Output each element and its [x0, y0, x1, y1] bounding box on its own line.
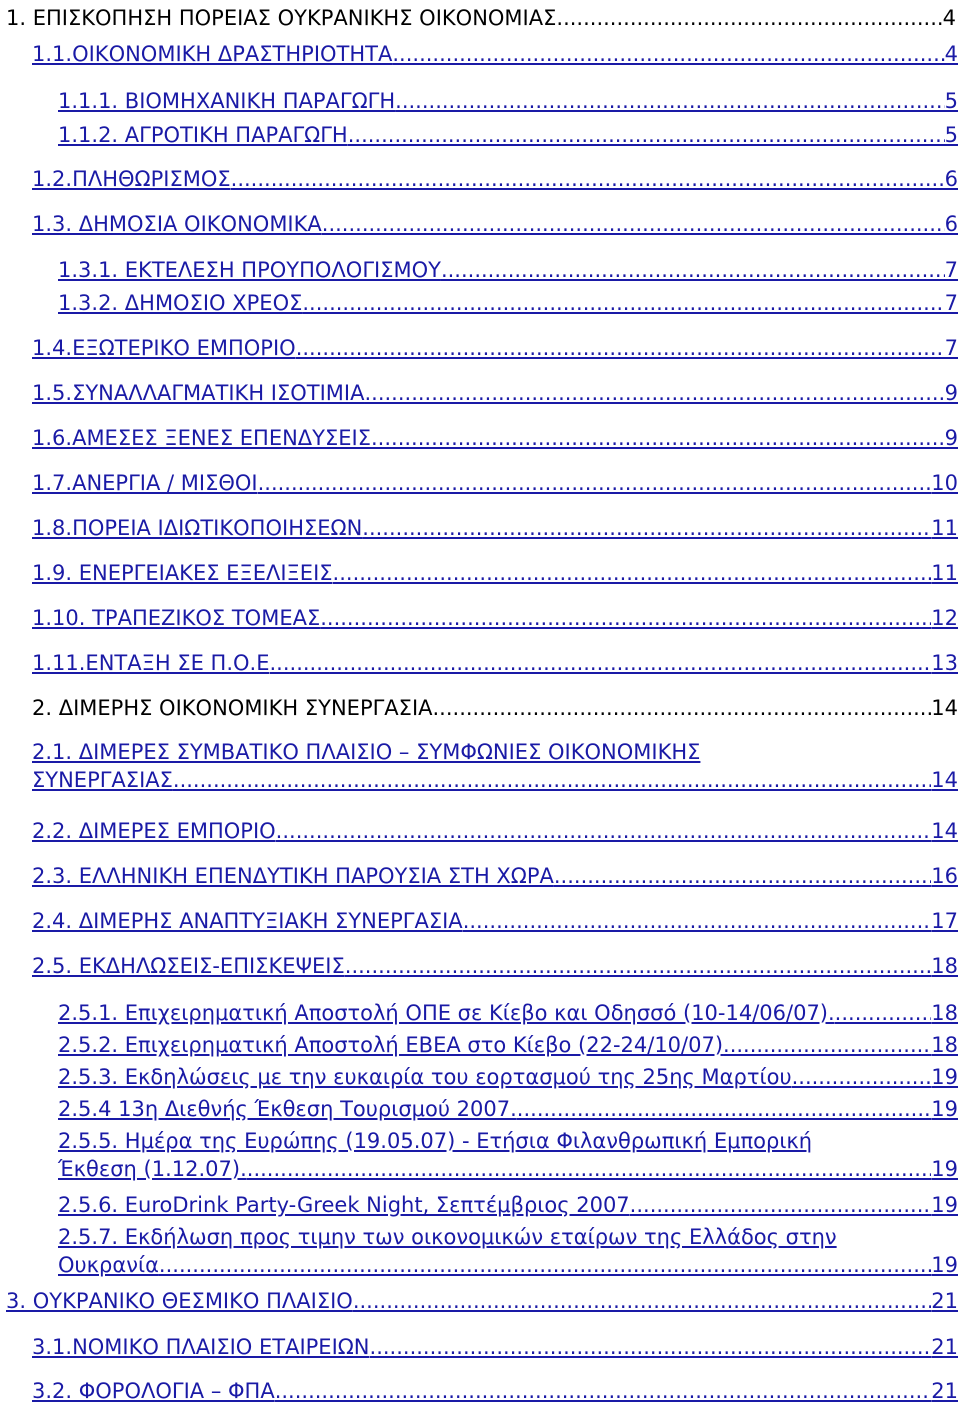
- toc-leader-dots: [835, 999, 932, 1027]
- toc-page-number: 14: [931, 768, 958, 792]
- toc-entry[interactable]: [32, 379, 958, 407]
- toc-entry[interactable]: [32, 424, 958, 452]
- toc-entry-title: 1.5.ΣΥΝΑΛΛΑΓΜΑΤΙΚΗ ΙΣΟΤΙΜΙΑ: [32, 381, 365, 405]
- toc-page-number: 11: [931, 561, 958, 585]
- toc-page-number: 17: [931, 909, 958, 933]
- toc-page-number: 21: [931, 1289, 958, 1313]
- toc-entry[interactable]: [58, 121, 958, 149]
- toc-entry-title: 1.10. ΤΡΑΠΕΖΙΚΟΣ ΤΟΜΕΑΣ: [32, 606, 321, 630]
- toc-page-number: 21: [931, 1335, 958, 1359]
- toc-entry-title: 1.3. ΔΗΜΟΣΙΑ ΟΙΚΟΝΟΜΙΚΑ: [32, 212, 322, 236]
- toc-entry[interactable]: [32, 40, 958, 68]
- toc-leader-dots: [276, 817, 932, 845]
- toc-leader-dots: [433, 694, 932, 722]
- toc-leader-dots: [159, 1251, 931, 1279]
- toc-entry[interactable]: [58, 289, 958, 317]
- toc-entry-title: 2. ΔΙΜΕΡΗΣ ΟΙΚΟΝΟΜΙΚΗ ΣΥΝΕΡΓΑΣΙΑ: [32, 696, 433, 720]
- toc-entry-title: 3. ΟΥΚΡΑΝΙΚΟ ΘΕΣΜΙΚΟ ΠΛΑΙΣΙΟ: [6, 1289, 353, 1313]
- toc-leader-dots: [463, 907, 932, 935]
- toc-page-number: 4: [944, 42, 958, 66]
- toc-entry[interactable]: [6, 4, 956, 32]
- toc-page-number: 18: [931, 1033, 958, 1057]
- toc-page-number: 7: [944, 258, 958, 282]
- toc-page-number: 21: [931, 1379, 958, 1403]
- toc-leader-dots: [270, 649, 932, 677]
- toc-page-number: 7: [944, 336, 958, 360]
- toc-entry-title: 1.3.1. ΕΚΤΕΛΕΣΗ ΠΡΟΥΠΟΛΟΓΙΣΜΟΥ: [58, 258, 441, 282]
- toc-entry[interactable]: [58, 1063, 958, 1091]
- toc-page-number: 5: [944, 123, 958, 147]
- toc-entry-title: 2.5. ΕΚΔΗΛΩΣΕΙΣ-ΕΠΙΣΚΕΨΕΙΣ: [32, 954, 345, 978]
- toc-entry[interactable]: [32, 469, 958, 497]
- toc-entry-multiline[interactable]: [58, 1223, 958, 1279]
- toc-entry-title: 1.2.ΠΛΗΘΩΡΙΣΜΟΣ: [32, 167, 231, 191]
- toc-leader-dots: [258, 469, 932, 497]
- toc-page-number: 18: [931, 954, 958, 978]
- toc-entry-title: 1.3.2. ΔΗΜΟΣΙΟ ΧΡΕΟΣ: [58, 291, 303, 315]
- toc-page-number: 6: [944, 212, 958, 236]
- toc-page-number: 14: [931, 819, 958, 843]
- toc-leader-dots: [302, 289, 944, 317]
- toc-entry[interactable]: [32, 334, 958, 362]
- toc-leader-dots: [275, 1377, 932, 1405]
- toc-page-number: 16: [931, 864, 958, 888]
- toc-leader-dots: [322, 210, 945, 238]
- toc-leader-dots: [792, 1063, 932, 1091]
- toc-entry[interactable]: [32, 952, 958, 980]
- toc-leader-dots: [441, 256, 945, 284]
- toc-leader-dots: [362, 514, 931, 542]
- toc-page-number: 11: [931, 516, 958, 540]
- toc-entry[interactable]: [58, 1031, 958, 1059]
- toc-entry[interactable]: [32, 514, 958, 542]
- toc-leader-dots: [554, 862, 931, 890]
- toc-entry[interactable]: [32, 649, 958, 677]
- toc-entry-title: 1.4.ΕΞΩΤΕΡΙΚΟ ΕΜΠΟΡΙΟ: [32, 336, 296, 360]
- toc-entry-title-continuation: ΣΥΝΕΡΓΑΣΙΑΣ: [32, 768, 173, 792]
- toc-page-number: 12: [931, 606, 958, 630]
- toc-entry-title-continuation: Ουκρανία: [58, 1253, 159, 1277]
- toc-leader-dots: [723, 1031, 931, 1059]
- toc-entry[interactable]: [32, 694, 958, 722]
- toc-leader-dots: [333, 559, 932, 587]
- toc-entry-title: 2.5.7. Εκδήλωση προς τιμην των οικονομικών εταίρων της Ελλάδος στην: [58, 1225, 837, 1249]
- toc-entry[interactable]: [32, 817, 958, 845]
- toc-page-number: 19: [931, 1253, 958, 1277]
- toc-entry-title: 1.6.ΑΜΕΣΕΣ ΞΕΝΕΣ ΕΠΕΝΔΥΣΕΙΣ: [32, 426, 371, 450]
- toc-leader-dots: [345, 952, 932, 980]
- toc-entry[interactable]: [32, 210, 958, 238]
- toc-entry-title: 2.5.2. Επιχειρηματική Αποστολή ΕΒΕΑ στο Κίεβο (22-24/10/07): [58, 1033, 724, 1057]
- toc-leader-dots: [517, 1095, 931, 1123]
- toc-page-number: 9: [944, 381, 958, 405]
- toc-leader-dots: [630, 1191, 932, 1219]
- toc-entry-title: 1.1.ΟΙΚΟΝΟΜΙΚΗ ΔΡΑΣΤΗΡΙΟΤΗΤΑ: [32, 42, 393, 66]
- toc-entry-title: 1.7.ΑΝΕΡΓΙΑ / ΜΙΣΘΟΙ: [32, 471, 258, 495]
- toc-entry[interactable]: [58, 999, 958, 1027]
- toc-entry[interactable]: [32, 165, 958, 193]
- toc-entry[interactable]: [6, 1287, 958, 1315]
- toc-page-number: 18: [931, 1001, 958, 1025]
- toc-page-number: 19: [931, 1065, 958, 1089]
- toc-leader-dots: [370, 1333, 932, 1361]
- toc-page-number: 7: [944, 291, 958, 315]
- toc-leader-dots: [231, 165, 945, 193]
- toc-entry[interactable]: [32, 907, 958, 935]
- toc-entry-title: 1.1.2. ΑΓΡΟΤΙΚΗ ΠΑΡΑΓΩΓΗ: [58, 123, 348, 147]
- toc-entry[interactable]: [58, 256, 958, 284]
- toc-leader-dots: [395, 87, 944, 115]
- toc-entry-title: 1.8.ΠΟΡΕΙΑ ΙΔΙΩΤΙΚΟΠΟΙΗΣΕΩΝ: [32, 516, 363, 540]
- toc-entry[interactable]: [32, 862, 958, 890]
- toc-entry[interactable]: [32, 1333, 958, 1361]
- toc-leader-dots: [320, 604, 931, 632]
- toc-entry[interactable]: [32, 604, 958, 632]
- toc-entry-title: 2.5.4 13η Διεθνής Έκθεση Τουρισμού 2007.: [58, 1097, 517, 1121]
- toc-leader-dots: [392, 40, 944, 68]
- toc-page-number: 5: [944, 89, 958, 113]
- toc-page-number: 13: [931, 651, 958, 675]
- toc-entry-title: 1. ΕΠΙΣΚΟΠΗΣΗ ΠΟΡΕΙΑΣ ΟΥΚΡΑΝΙΚΗΣ ΟΙΚΟΝΟΜΙΑΣ: [6, 6, 557, 30]
- toc-page-number: 19: [931, 1193, 958, 1217]
- toc-page-number: 9: [944, 426, 958, 450]
- toc-entry[interactable]: [32, 559, 958, 587]
- toc-entry-title: 1.9. ΕΝΕΡΓΕΙΑΚΕΣ ΕΞΕΛΙΞΕΙΣ: [32, 561, 333, 585]
- toc-entry-title: 2.5.5. Ημέρα της Ευρώπης (19.05.07) - Ετήσια Φιλανθρωπική Εμπορική: [58, 1129, 813, 1153]
- toc-page-number: 6: [944, 167, 958, 191]
- toc-entry-title: 2.5.6. EuroDrink Party-Greek Night, Σεπτέμβριος 2007: [58, 1193, 630, 1217]
- toc-entry-title-continuation: Έκθεση (1.12.07).: [58, 1157, 247, 1181]
- toc-page-number: 19: [931, 1097, 958, 1121]
- toc-page-number: 10: [931, 471, 958, 495]
- toc-entry-title: 1.1.1. ΒΙΟΜΗΧΑΝΙΚΗ ΠΑΡΑΓΩΓΗ: [58, 89, 396, 113]
- toc-entry-title: 2.5.1. Επιχειρηματική Αποστολή ΟΠΕ σε Κίεβο και Οδησσό (10-14/06/07).: [58, 1001, 835, 1025]
- toc-entry[interactable]: [58, 1095, 958, 1123]
- toc-leader-dots: [296, 334, 945, 362]
- toc-page-number: 4: [942, 6, 956, 30]
- toc-page-number: 19: [931, 1157, 958, 1181]
- toc-entry-title: 2.1. ΔΙΜΕΡΕΣ ΣΥΜΒΑΤΙΚΟ ΠΛΑΙΣΙΟ – ΣΥΜΦΩΝΙΕΣ ΟΙΚΟΝΟΜΙΚΗΣ: [32, 740, 701, 764]
- toc-leader-dots: [364, 379, 944, 407]
- toc-leader-dots: [371, 424, 945, 452]
- toc-leader-dots: [247, 1155, 932, 1183]
- toc-leader-dots: [556, 4, 942, 32]
- toc-entry-title: 2.3. ΕΛΛΗΝΙΚΗ ΕΠΕΝΔΥΤΙΚΗ ΠΑΡΟΥΣΙΑ ΣΤΗ ΧΩΡΑ: [32, 864, 554, 888]
- toc-entry[interactable]: [32, 1377, 958, 1405]
- toc-entry-title: 2.4. ΔΙΜΕΡΗΣ ΑΝΑΠΤΥΞΙΑΚΗ ΣΥΝΕΡΓΑΣΙΑ: [32, 909, 463, 933]
- toc-entry-multiline[interactable]: [32, 738, 958, 794]
- toc-entry[interactable]: [58, 1191, 958, 1219]
- toc-page-number: 14: [931, 696, 958, 720]
- toc-leader-dots: [348, 121, 945, 149]
- toc-leader-dots: [173, 766, 931, 794]
- toc-entry-title: 1.11.ΕΝΤΑΞΗ ΣΕ Π.Ο.Ε: [32, 651, 270, 675]
- toc-leader-dots: [353, 1287, 931, 1315]
- toc-entry-title: 2.5.3. Εκδηλώσεις με την ευκαιρία του εορτασμού της 25ης Μαρτίου: [58, 1065, 792, 1089]
- toc-entry-title: 2.2. ΔΙΜΕΡΕΣ ΕΜΠΟΡΙΟ: [32, 819, 276, 843]
- toc-entry[interactable]: [58, 87, 958, 115]
- toc-entry-title: 3.2. ΦΟΡΟΛΟΓΙΑ – ΦΠΑ: [32, 1379, 275, 1403]
- toc-entry-title: 3.1.ΝΟΜΙΚΟ ΠΛΑΙΣΙΟ ΕΤΑΙΡΕΙΩΝ: [32, 1335, 370, 1359]
- toc-entry-multiline[interactable]: [58, 1127, 958, 1183]
